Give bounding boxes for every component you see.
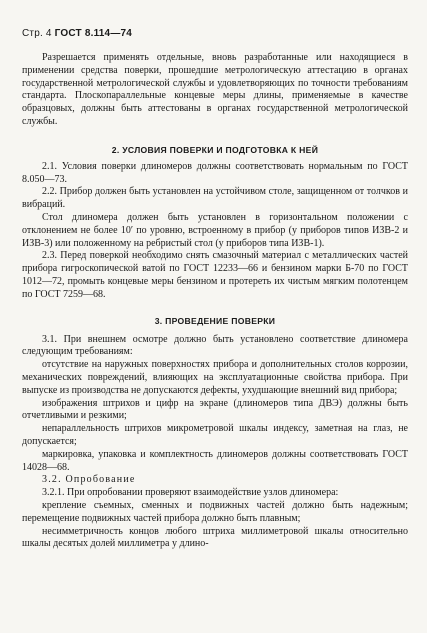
section-2-title: 2. УСЛОВИЯ ПОВЕРКИ И ПОДГОТОВКА К НЕЙ xyxy=(111,144,319,155)
intro-paragraph: Разрешается применять отдельные, вновь разработанные или находящиеся в применении средства поверки, прошедшие метрологическую аттестацию в органах государственной метрологической службы и удовлетворяющих по точности требованиям стандарта. Плоскопараллельные концевые меры длины, применяемые в качестве образцовых, должны быть аттестованы в органах государственной метрологической службы. xyxy=(22,52,408,127)
requirement-screen-images: изображения штрихов и цифр на экране (длиномеров типа ДВЭ) должны быть отчетливыми и резкими; xyxy=(22,397,408,422)
standard-number: ГОСТ 8.114—74 xyxy=(54,28,133,39)
requirement-fastening: крепление съемных, сменных и подвижных частей должно быть надежным; перемещение подвижных частей прибора должно быть плавным; xyxy=(22,499,408,524)
paragraph-3-2-heading: 3.2. Опробование xyxy=(42,474,136,486)
paragraph-3-2-1: 3.2.1. При опробовании проверяют взаимодействие узлов длиномера: xyxy=(42,487,339,499)
requirement-marking: маркировка, упаковка и комплектность длиномеров должны соответствовать ГОСТ 14028—68. xyxy=(22,448,408,473)
paragraph-2-3: 2.3. Перед поверкой необходимо снять смазочный материал с металлических частей прибора гигроскопической ватой по ГОСТ 12233—66 и бензином марки Б-70 по ГОСТ 1012—72, промыть концевые меры бензином и протереть их чистым мягким полотенцем по ГОСТ 7259—68. xyxy=(22,250,408,300)
document-body xyxy=(22,52,408,551)
page-number: Стр. 4 xyxy=(22,28,52,39)
paragraph-2-2-table: Стол длиномера должен быть установлен в горизонтальном положении с отклонением не более 10′ по уровню, встроенному в прибор (у приборов типов ИЗВ-2 и ИЗВ-3) или положенному на ребристый стол (у приборов типа ИЗВ-1). xyxy=(22,211,408,249)
paragraph-3-1: 3.1. При внешнем осмотре должно быть установлено соответствие длиномера следующим требованиям: xyxy=(22,333,408,358)
requirement-corrosion: отсутствие на наружных поверхностях прибора и дополнительных столов коррозии, механических повреждений, влияющих на эксплуатационные свойства прибора. При выпуске из производства не допускаются дефекты, ухудшающие внешний вид прибора; xyxy=(22,359,408,396)
paragraph-2-1: 2.1. Условия поверки длиномеров должны соответствовать нормальным по ГОСТ 8.050—73. xyxy=(22,160,408,185)
page-header xyxy=(22,28,132,39)
paragraph-2-2: 2.2. Прибор должен быть установлен на устойчивом столе, защищенном от толчков и вибраций. xyxy=(22,186,408,211)
requirement-parallelism: непараллельность штрихов микрометровой шкалы индексу, заметная на глаз, не допускается; xyxy=(22,423,408,447)
section-3-title: 3. ПРОВЕДЕНИЕ ПОВЕРКИ xyxy=(154,315,276,326)
requirement-asymmetry: несимметричность концов любого штриха миллиметровой шкалы относительно шкалы десятых долей миллиметра у длино- xyxy=(22,525,408,550)
